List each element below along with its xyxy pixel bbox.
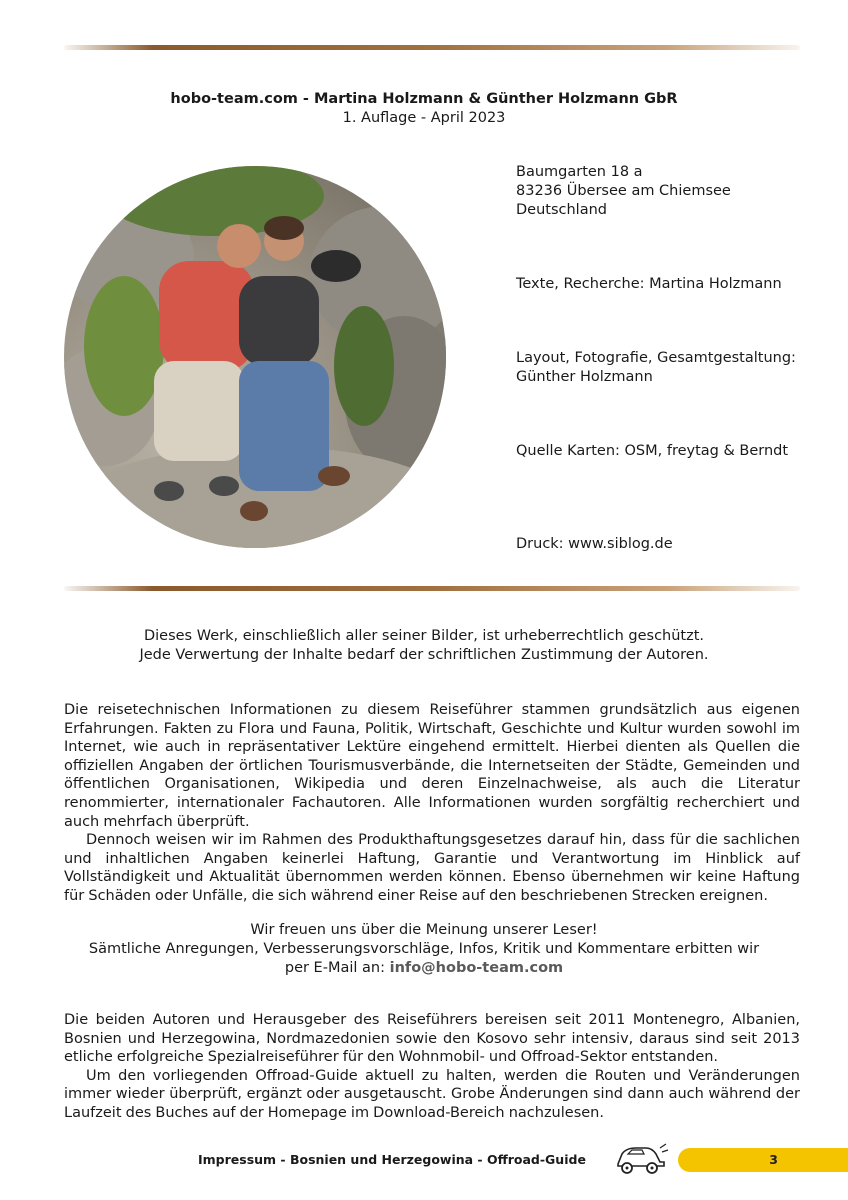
credit-print: Druck: www.siblog.de [516, 536, 673, 552]
credit-layout [516, 349, 796, 387]
about-paragraph-2: Um den vorliegenden Offroad-Guide aktuell zu halten, werden die Routen und Veränderungen immer wieder überprüft, ergänzt oder ausgetauscht. Grobe Änderungen sind dann auch während der Laufzeit des Buches auf der Homepage im Download-Bereich nachzulesen. [64, 1067, 800, 1121]
offroad-car-icon [612, 1142, 670, 1176]
address-city: 83236 Übersee am Chiemsee [516, 183, 731, 199]
feedback-email-link[interactable]: info@hobo-team.com [389, 960, 564, 976]
edition-line: 1. Auflage - April 2023 [342, 110, 506, 126]
feedback-email-prefix: per E-Mail an: [284, 960, 390, 976]
page-number: 3 [769, 1152, 778, 1167]
page-number-badge [678, 1148, 848, 1172]
address-street: Baumgarten 18 a [516, 164, 643, 180]
publisher-line: hobo-team.com - Martina Holzmann & Günther Holzmann GbR [170, 91, 678, 107]
feedback-line-1: Wir freuen uns über die Meinung unserer Leser! [250, 922, 598, 938]
about-section [64, 1011, 800, 1123]
feedback-line-3 [0, 959, 848, 978]
copyright-notice [0, 627, 848, 665]
copyright-line-1: Dieses Werk, einschließlich aller seiner Bilder, ist urheberrechtlich geschützt. [143, 628, 705, 644]
feedback-section [0, 921, 848, 978]
authors-photo [64, 166, 446, 548]
about-paragraph-1: Die beiden Autoren und Herausgeber des Reiseführers bereisen seit 2011 Montenegro, Albanien, Bosnien und Herzegowina, Nordmazedonien sowie den Kosovo sehr intensiv, daraus sind seit 2013 etliche erfolgreiche Spezialreiseführer für den Wohnmobil- und Offroad-Sektor entstanden. [64, 1012, 800, 1066]
footer-title: Impressum - Bosnien und Herzegowina - Offroad-Guide [198, 1152, 586, 1167]
top-divider [64, 45, 800, 50]
address-block [516, 163, 731, 220]
disclaimer-section [64, 701, 800, 906]
middle-divider [64, 586, 800, 591]
address-country: Deutschland [516, 202, 607, 218]
copyright-line-2: Jede Verwertung der Inhalte bedarf der schriftlichen Zustimmung der Autoren. [139, 647, 709, 663]
feedback-line-2: Sämtliche Anregungen, Verbesserungsvorschläge, Infos, Kritik und Kommentare erbitten wir [88, 941, 760, 957]
credit-texts: Texte, Recherche: Martina Holzmann [516, 276, 782, 292]
disclaimer-paragraph-2: Dennoch weisen wir im Rahmen des Produkthaftungsgesetzes darauf hin, dass für die sachlichen und inhaltlichen Angaben keinerlei Haftung, Garantie und Verantwortung im Hinblick auf Vollständigkeit und Aktualität übernommen werden können. Ebenso übernehmen wir keine Haftung für Schäden oder Unfälle, die sich während einer Reise auf den beschriebenen Strecken ereignen. [64, 832, 800, 904]
credit-maps: Quelle Karten: OSM, freytag & Berndt [516, 443, 789, 459]
credit-layout-name: Günther Holzmann [516, 369, 653, 385]
credit-layout-label: Layout, Fotografie, Gesamtgestaltung: [516, 350, 796, 366]
disclaimer-paragraph-1: Die reisetechnischen Informationen zu diesem Reiseführer stammen grundsätzlich aus eigenen Erfahrungen. Fakten zu Flora und Fauna, Politik, Wirtschaft, Geschichte und Kultur wurden sowohl im Internet, wie auch in repräsentativer Lektüre eingehend ermittelt. Hierbei dienten als Quellen die offiziellen Angaben der örtlichen Tourismusverbände, die Internetseiten der Städte, Gemeinden und öffentlichen Organisationen, Wikipedia und deren Einzelnachweise, als auch die Literatur renommierter, internationaler Fachautoren. Alle Informationen wurden sorgfältig recherchiert und auch mehrfach überprüft. [64, 702, 800, 830]
